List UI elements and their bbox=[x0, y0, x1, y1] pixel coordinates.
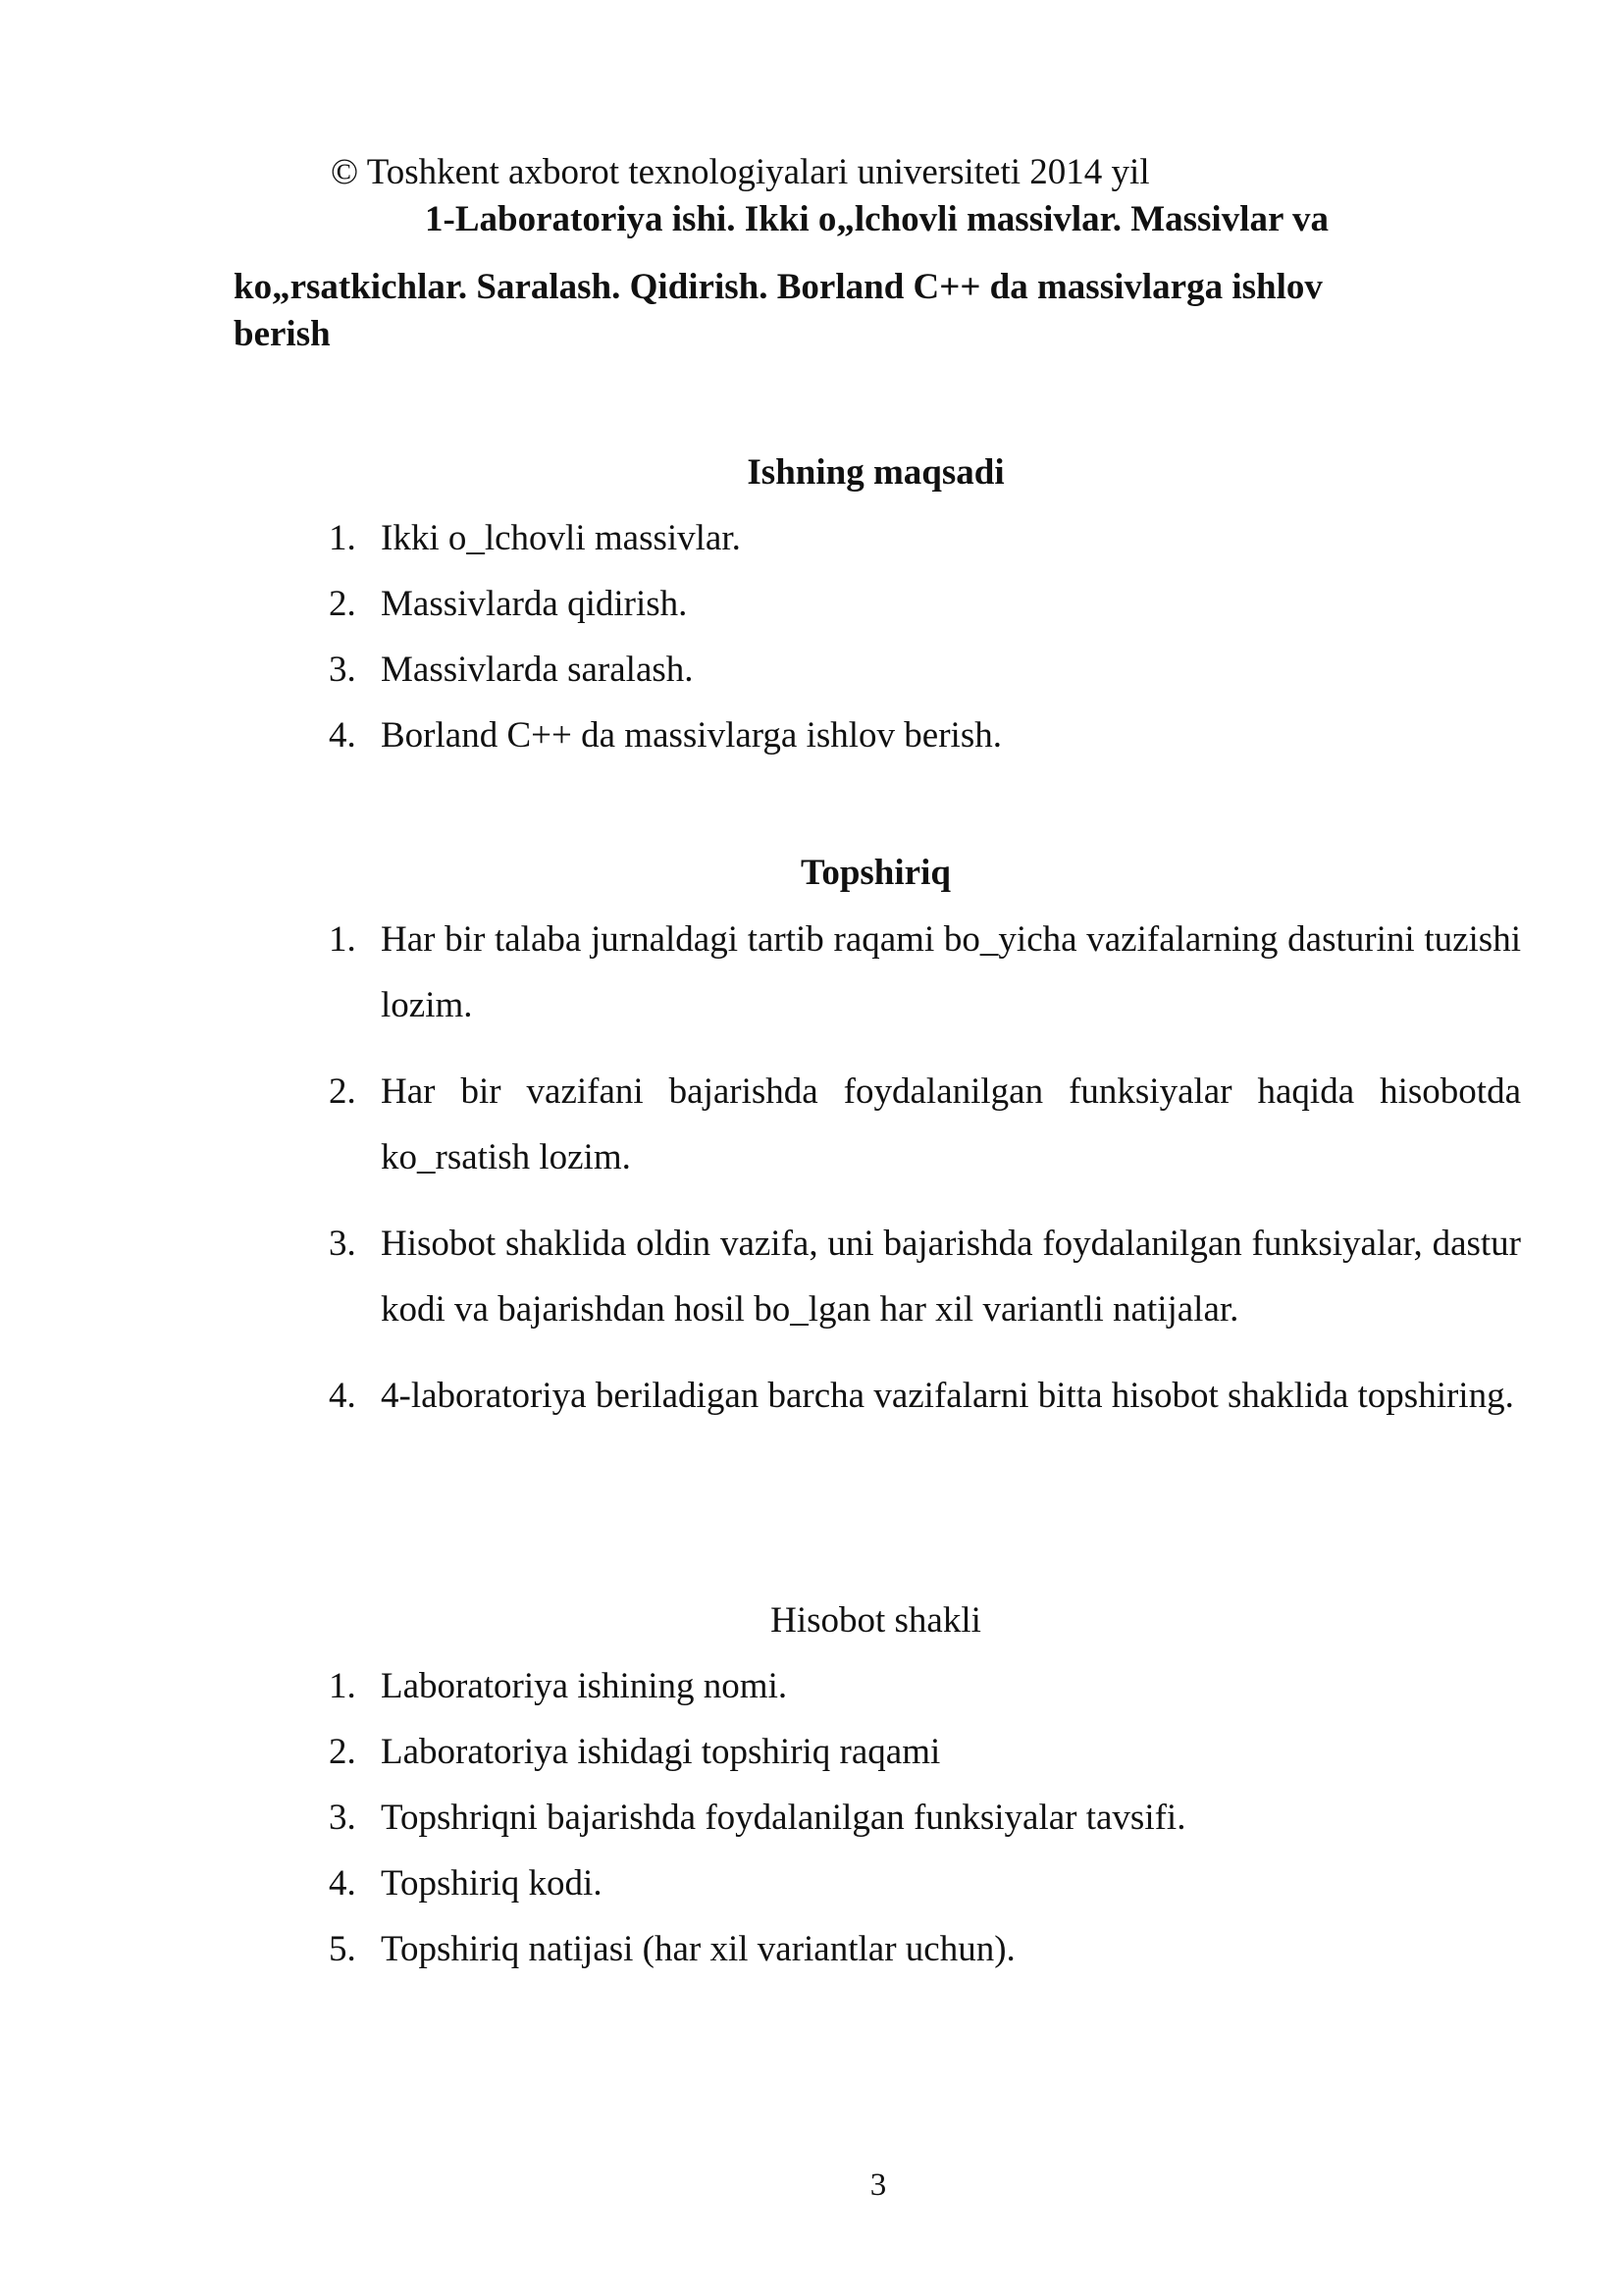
list-item bbox=[329, 1363, 1521, 1429]
list-item bbox=[329, 712, 1521, 778]
list-item-number: 4. bbox=[329, 1376, 356, 1416]
list-item-number: 2. bbox=[329, 1732, 356, 1772]
tasks-list bbox=[329, 907, 1521, 1449]
list-item-text: Massivlarda saralash. bbox=[381, 650, 694, 690]
list-item-text: Laboratoriya ishining nomi. bbox=[381, 1666, 788, 1706]
list-item-text: Topshiriq natijasi (har xil variantlar uchun). bbox=[381, 1929, 1016, 1969]
page-number: 3 bbox=[869, 2167, 887, 2203]
list-item-text: Massivlarda qidirish. bbox=[381, 584, 688, 624]
list-item bbox=[329, 907, 1521, 1038]
list-item-number: 3. bbox=[329, 1798, 356, 1838]
list-item-number: 2. bbox=[329, 584, 356, 624]
list-item bbox=[329, 581, 1521, 647]
list-item-number: 2. bbox=[329, 1071, 356, 1112]
title-line-2: ko„rsatkichlar. Saralash. Qidirish. Borland C++ da massivlarga ishlov bbox=[234, 267, 1323, 307]
list-item bbox=[329, 1729, 1521, 1795]
list-item-number: 4. bbox=[329, 1863, 356, 1904]
tasks-heading: Topshiriq bbox=[801, 853, 951, 893]
list-item-number: 5. bbox=[329, 1929, 356, 1969]
list-item bbox=[329, 1926, 1521, 1992]
title-line-3: berish bbox=[234, 314, 331, 354]
list-item-number: 3. bbox=[329, 1224, 356, 1264]
report-list bbox=[329, 1663, 1521, 1992]
document-title bbox=[234, 196, 1441, 358]
goals-list bbox=[329, 515, 1521, 778]
list-item bbox=[329, 1211, 1521, 1342]
list-item-number: 1. bbox=[329, 518, 356, 558]
list-item-number: 1. bbox=[329, 1666, 356, 1706]
list-item-text: Laboratoriya ishidagi topshiriq raqami bbox=[381, 1732, 941, 1772]
list-item bbox=[329, 1059, 1521, 1190]
goals-heading: Ishning maqsadi bbox=[747, 452, 1005, 493]
report-heading: Hisobot shakli bbox=[770, 1600, 981, 1641]
list-item bbox=[329, 1795, 1521, 1860]
list-item bbox=[329, 515, 1521, 581]
list-item-text: 4-laboratoriya beriladigan barcha vazifalarni bitta hisobot shaklida topshiring. bbox=[381, 1376, 1514, 1416]
list-item-text: Topshiriq kodi. bbox=[381, 1863, 602, 1904]
list-item bbox=[329, 1860, 1521, 1926]
list-item-text: Har bir vazifani bajarishda foydalanilgan funksiyalar haqida hisobotda ko_rsatish lozim. bbox=[381, 1071, 1521, 1177]
copyright-line: © Toshkent axborot texnologiyalari universiteti 2014 yil bbox=[331, 152, 1150, 192]
list-item-text: Har bir talaba jurnaldagi tartib raqami bo_yicha vazifalarning dasturini tuzishi lozim. bbox=[381, 919, 1521, 1025]
title-line-1: 1-Laboratoriya ishi. Ikki o„lchovli massivlar. Massivlar va bbox=[425, 199, 1329, 239]
list-item-number: 3. bbox=[329, 650, 356, 690]
list-item bbox=[329, 647, 1521, 712]
list-item-text: Ikki o_lchovli massivlar. bbox=[381, 518, 741, 558]
list-item-text: Borland C++ da massivlarga ishlov berish. bbox=[381, 715, 1002, 756]
list-item bbox=[329, 1663, 1521, 1729]
list-item-number: 1. bbox=[329, 919, 356, 960]
list-item-text: Hisobot shaklida oldin vazifa, uni bajarishda foydalanilgan funksiyalar, dastur kodi va bajarishdan hosil bo_lgan har xil variantli natijalar. bbox=[381, 1224, 1521, 1330]
list-item-number: 4. bbox=[329, 715, 356, 756]
list-item-text: Topshriqni bajarishda foydalanilgan funksiyalar tavsifi. bbox=[381, 1798, 1186, 1838]
